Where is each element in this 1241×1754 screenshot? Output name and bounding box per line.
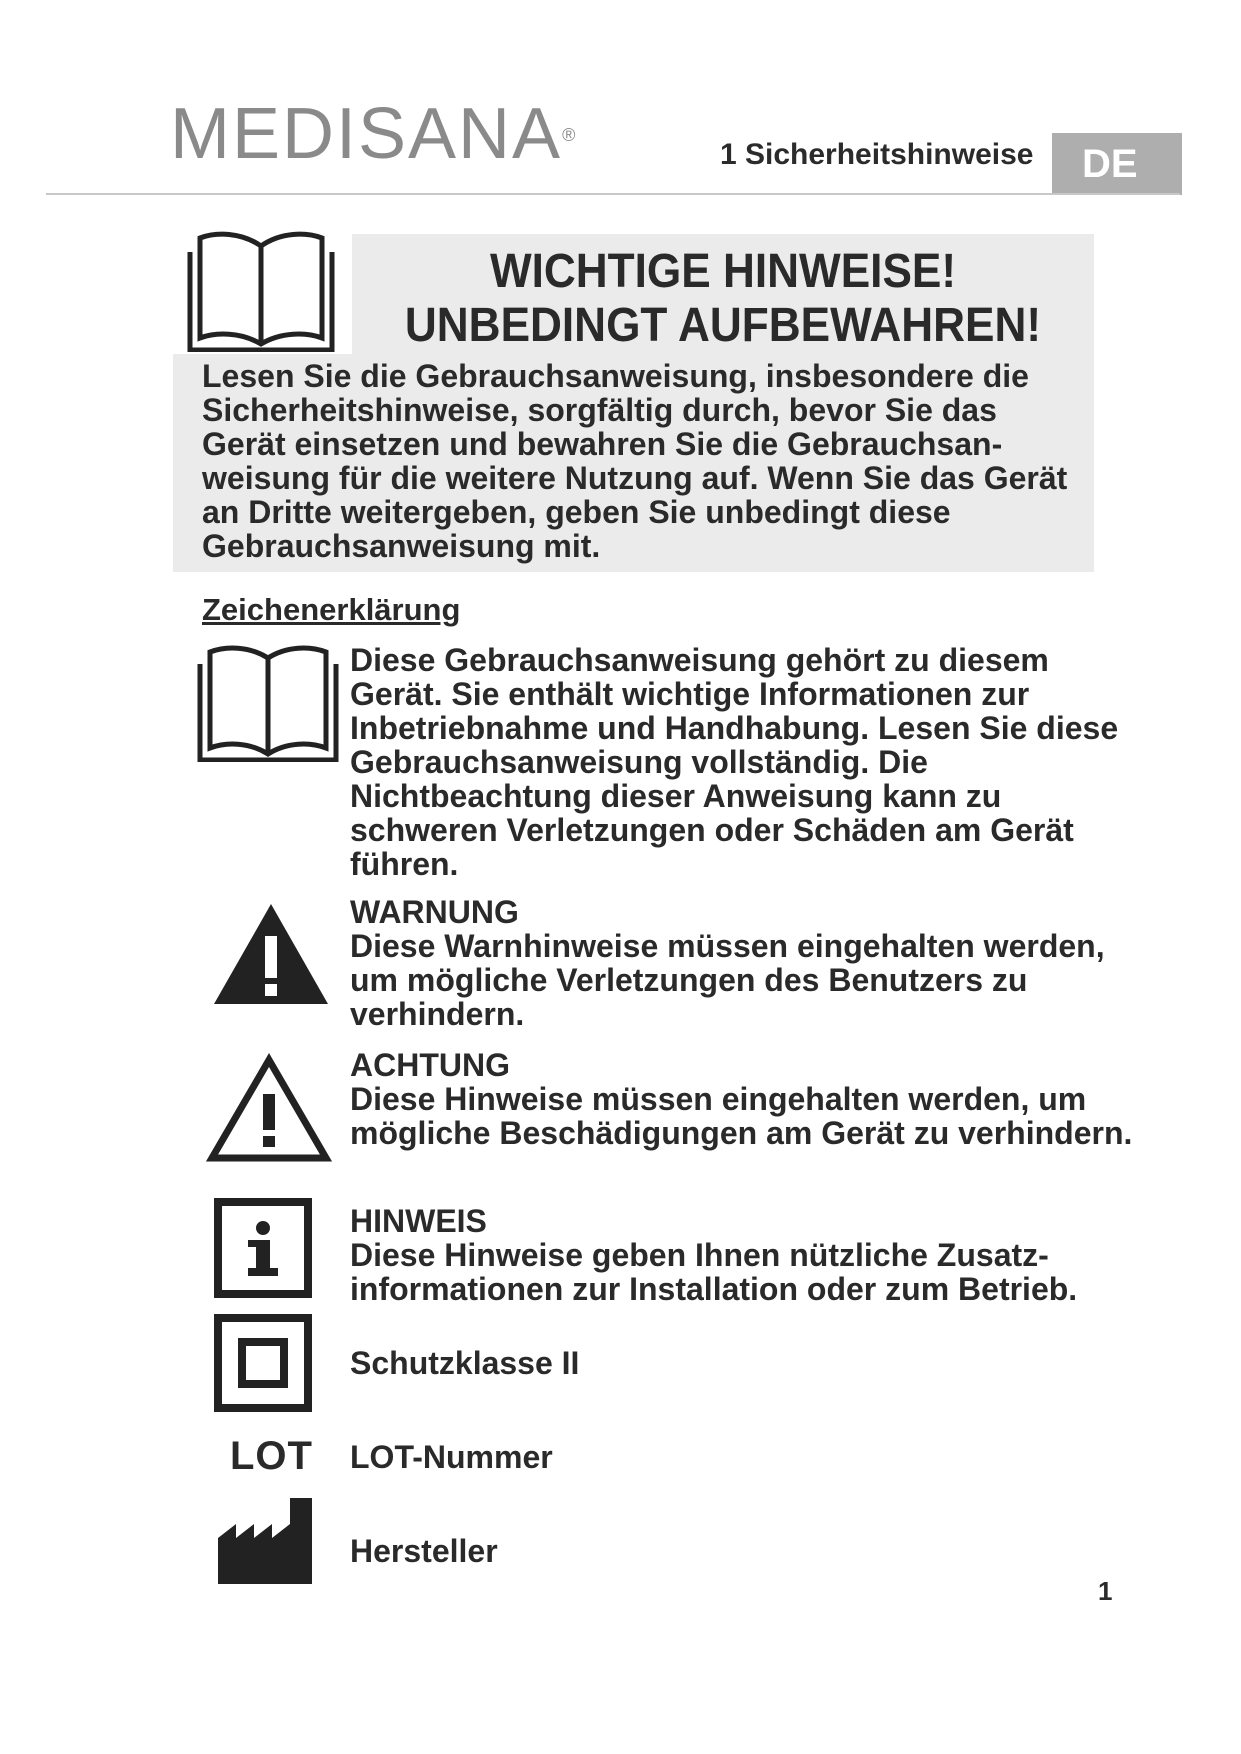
caution-label: ACHTUNG	[350, 1047, 510, 1083]
info-icon	[214, 1198, 312, 1298]
legend-warning	[350, 895, 1150, 1031]
language-tab: DE	[1052, 133, 1182, 195]
warning-filled-triangle-icon	[210, 900, 332, 1008]
header-divider	[46, 193, 1180, 195]
caution-text: Diese Hinweise müssen eingehalten werden, um mögliche Beschädigungen am Gerät zu verhindern.	[350, 1081, 1133, 1151]
protection-class-ii-icon	[214, 1314, 312, 1412]
legend-lot-text: LOT-Nummer	[350, 1439, 553, 1475]
warning-text: Diese Warnhinweise müssen eingehalten werden, um mögliche Verletzungen des Benutzers zu verhindern.	[350, 928, 1105, 1032]
brand-logo: MEDISANA®	[170, 94, 578, 174]
legend-title: Zeichenerklärung	[202, 592, 461, 627]
manual-book-icon	[196, 640, 340, 762]
page-number: 1	[1098, 1576, 1113, 1606]
important-heading-2: UNBEDINGT AUFBEWAHREN!	[404, 299, 1042, 352]
section-title: 1 Sicherheitshinweise	[720, 138, 1034, 171]
manufacturer-icon	[216, 1494, 314, 1586]
note-text: Diese Hinweise geben Ihnen nützliche Zusatz-informationen zur Installation oder zum Betrieb.	[350, 1237, 1078, 1307]
legend-caution	[350, 1048, 1150, 1150]
legend-manufacturer-text: Hersteller	[350, 1533, 498, 1569]
important-heading-1: WICHTIGE HINWEISE!	[489, 245, 957, 298]
lot-icon: LOT	[230, 1434, 313, 1478]
legend-note	[350, 1204, 1150, 1306]
important-text: Lesen Sie die Gebrauchsanweisung, insbesondere die Sicherheitshinweise, sorgfältig durch, bevor Sie das Gerät einsetzen und bewahren Sie die Gebrauchsan-weisung für die weitere Nutzung auf. Wenn Sie das Gerät an Dritte weitergeben, geben Sie unbedingt diese Gebrauchsanweisung mit.	[202, 358, 1068, 564]
legend-manual-text: Diese Gebrauchsanweisung gehört zu diesem Gerät. Sie enthält wichtige Informationen zur Inbetriebnahme und Handhabung. Lesen Sie diese Gebrauchsanweisung vollständig. Die Nichtbeachtung dieser Anweisung kann zu schweren Verletzungen oder Schäden am Gerät führen.	[350, 642, 1119, 882]
book-icon	[186, 226, 336, 352]
caution-outline-triangle-icon	[206, 1052, 332, 1164]
note-label: HINWEIS	[350, 1203, 487, 1239]
warning-label: WARNUNG	[350, 894, 519, 930]
legend-class-text: Schutzklasse II	[350, 1345, 580, 1381]
